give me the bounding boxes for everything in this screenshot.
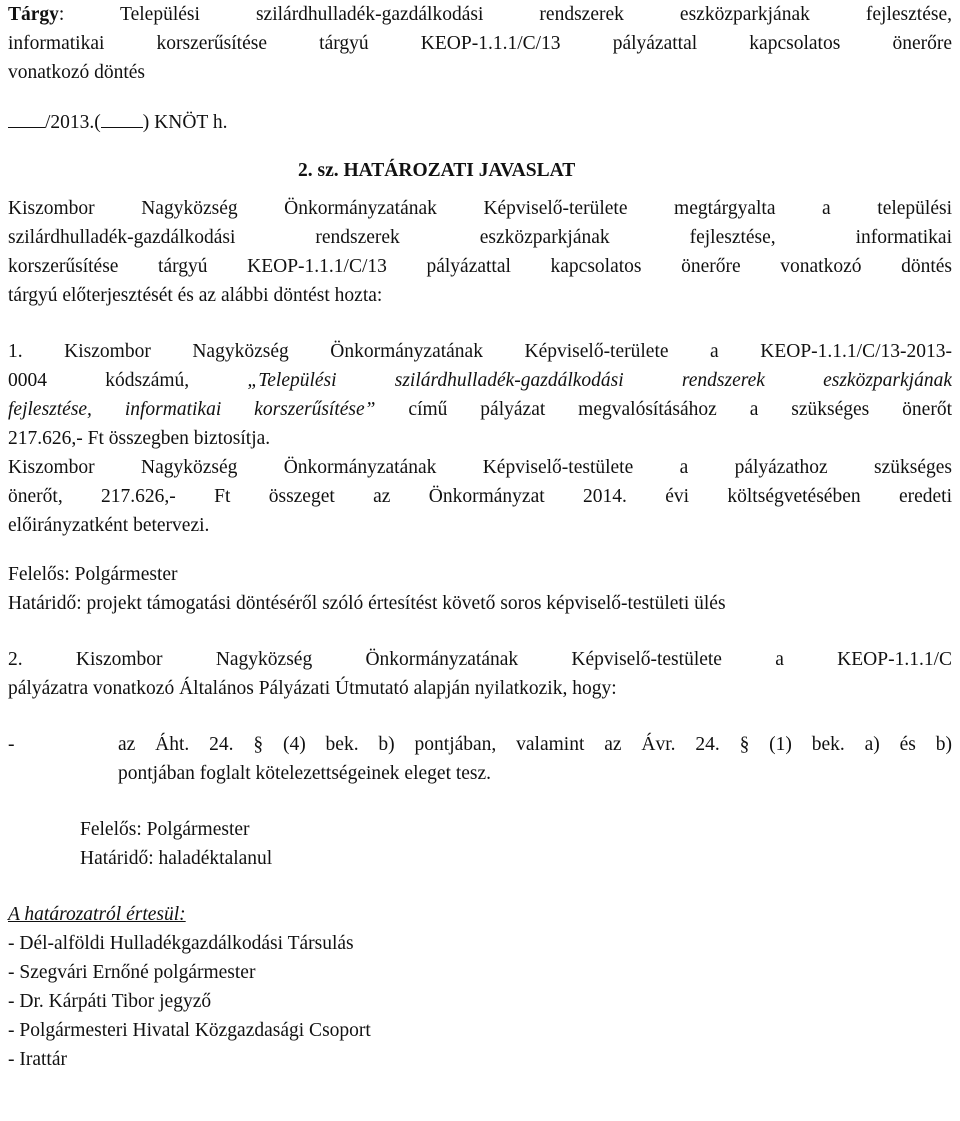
list-item: - Dr. Kárpáti Tibor jegyző bbox=[8, 991, 212, 1012]
notification-title: A határozatról értesül: bbox=[8, 904, 186, 925]
deadline-2: Határidő: haladéktalanul bbox=[80, 848, 273, 869]
subject-block bbox=[8, 0, 952, 87]
list-item: - az Áht. 24. § (4) bek. b) pontjában, valamint az Ávr. 24. § (1) bek. a) és b) bbox=[8, 730, 952, 759]
notification-block bbox=[8, 900, 952, 1074]
resolution-number: /2013.( ) KNÖT h. bbox=[8, 107, 952, 136]
document-page bbox=[8, 0, 952, 1074]
responsible-1: Felelős: Polgármester bbox=[8, 564, 178, 585]
list-item: - Irattár bbox=[8, 1049, 67, 1070]
dash-bullet: - bbox=[8, 734, 15, 755]
page-title: 2. sz. HATÁROZATI JAVASLAT bbox=[298, 160, 576, 181]
list-item: - Szegvári Ernőné polgármester bbox=[8, 962, 256, 983]
subject-line-2: informatikai korszerűsítése tárgyú KEOP-1.1.1/C/13 pályázattal kapcsolatos önerőre bbox=[8, 33, 952, 54]
subject-label: Tárgy bbox=[8, 4, 59, 25]
decision-point-2: 2. Kiszombor Nagyközség Önkormányzatának Képviselő-testülete a KEOP-1.1.1/C pályázatra vonatkozó Általános Pályázati Útmutató alapján nyilatkozik, hogy: - az Áht. 24. § (4) bek. b) pontjában, valamint az Ávr. 24. § (1) bek. a) és b) pontjában foglalt kötelezettségeinek eleget tesz. Felelős: Polgármester Határidő: haladéktalanul bbox=[8, 645, 952, 873]
subject-line-1: Tárgy: Települési szilárdhulladék-gazdálkodási rendszerek eszközparkjának fejlesztése, bbox=[8, 4, 952, 25]
decision-point-1: 1. Kiszombor Nagyközség Önkormányzatának Képviselő-területe a KEOP-1.1.1/C/13-2013- 0004 kódszámú, „Települési szilárdhulladék-gazdálkodási rendszerek eszközparkjának fejlesztése, informatikai korszerűsítése” című pályázat megvalósításához a szükséges önerőt 217.626,- Ft összegben biztosítja. Kiszombor Nagyközség Önkormányzatának Képviselő-testülete a pályázathoz szükséges önerőt, 217.626,- Ft összeget az Önkormányzat 2014. évi költségvetésében eredeti előirányzatként betervezi. Felelős: Polgármester Határidő: projekt támogatási döntéséről szóló értesítést követő soros képviselő-testületi ülés bbox=[8, 337, 952, 618]
intro-paragraph: Kiszombor Nagyközség Önkormányzatának Képviselő-területe megtárgyalta a települési szilárdhulladék-gazdálkodási rendszerek eszközparkjának fejlesztése, informatikai korszerűsítése tárgyú KEOP-1.1.1/C/13 pályázattal kapcsolatos önerőre vonatkozó döntés tárgyú előterjesztését és az alábbi döntést hozta: bbox=[8, 198, 952, 306]
list-item: - Dél-alföldi Hulladékgazdálkodási Társulás bbox=[8, 933, 354, 954]
list-item: - Polgármesteri Hivatal Közgazdasági Csoport bbox=[8, 1020, 371, 1041]
responsible-2: Felelős: Polgármester bbox=[80, 819, 250, 840]
number-blank bbox=[8, 107, 45, 128]
subject-line-3: vonatkozó döntés bbox=[8, 62, 146, 83]
deadline-1: Határidő: projekt támogatási döntéséről szóló értesítést követő soros képviselő-testületi ülés bbox=[8, 593, 726, 614]
date-blank bbox=[101, 107, 143, 128]
